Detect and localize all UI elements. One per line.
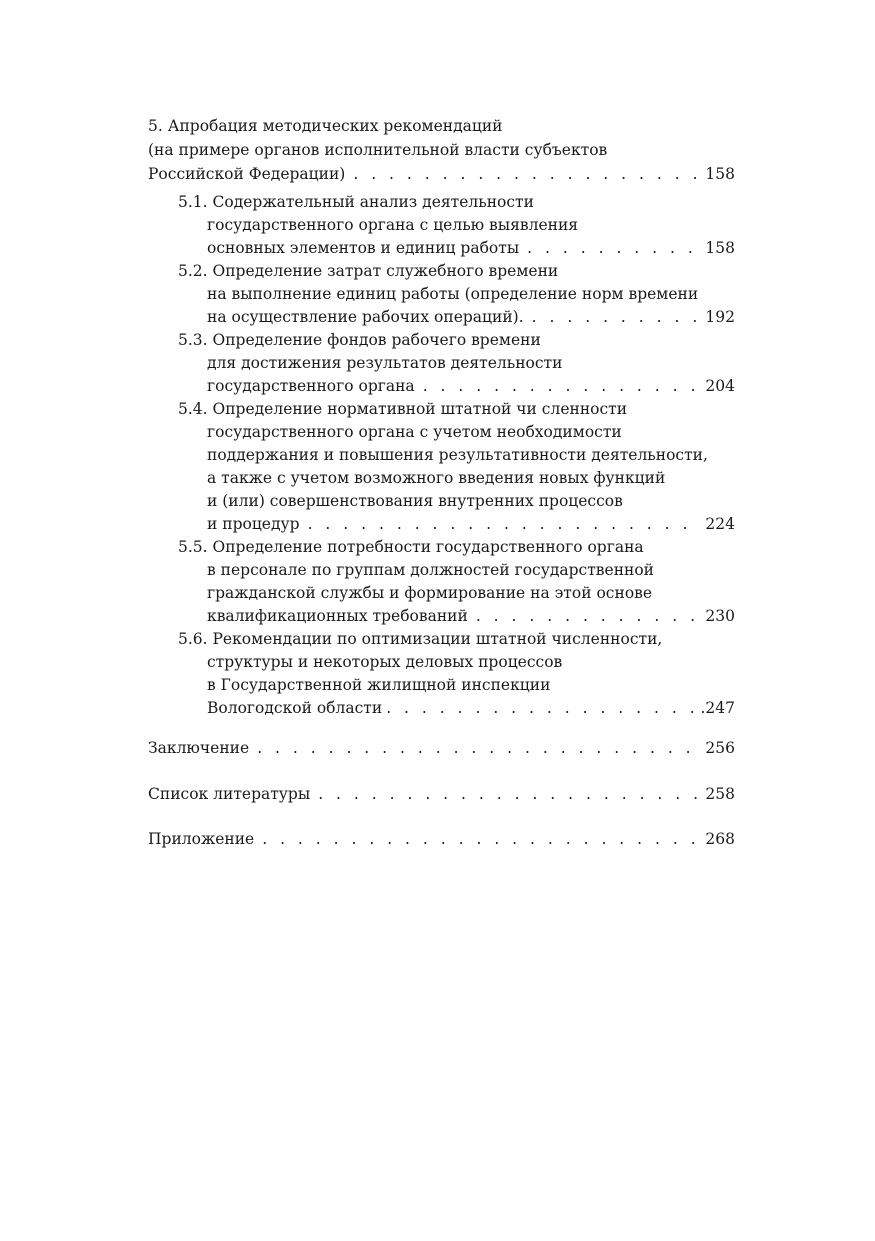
page-number: 204 (705, 377, 735, 395)
section-5-4-line-5: и (или) совершенствования внутренних процессов (207, 492, 623, 510)
toc-entry-5-4[interactable] (207, 513, 735, 535)
section-5-6-line-1: 5.6. Рекомендации по оптимизации штатной численности, (178, 630, 663, 648)
toc-entry-5-3[interactable] (207, 375, 735, 397)
leader-dots (353, 163, 699, 185)
page-number: 230 (705, 607, 735, 625)
toc-entry-conclusion[interactable] (148, 737, 735, 759)
leader-dots (527, 237, 699, 259)
page-number: 158 (705, 239, 735, 257)
section-5-4-line-6: и процедур (207, 515, 300, 533)
section-5-3-line-3: государственного органа (207, 377, 415, 395)
section-5-4-line-2: государственного органа с учетом необходимости (207, 423, 622, 441)
section-5-5-line-3: гражданской службы и формирование на этой основе (207, 584, 653, 602)
page-number: 256 (705, 739, 735, 757)
references-label: Список литературы (148, 785, 311, 803)
section-5-1-line-2: государственного органа с целью выявления (207, 216, 579, 234)
section-5-2-line-3: на осуществление рабочих операций). (207, 308, 524, 326)
page-number: 258 (705, 785, 735, 803)
appendix-label: Приложение (148, 830, 255, 848)
section-5-4-line-3: поддержания и повышения результативности деятельности, (207, 446, 708, 464)
section-5-5-line-4: квалификационных требований (207, 607, 468, 625)
section-5-5-line-1: 5.5. Определение потребности государственного органа (178, 538, 644, 556)
section-5-6-line-2: структуры и некоторых деловых процессов (207, 653, 563, 671)
toc-entry-appendix[interactable] (148, 828, 735, 850)
toc-entry-chapter-5[interactable] (148, 163, 735, 185)
chapter-5-title-line-3: Российской Федерации) (148, 165, 346, 183)
section-5-2-line-1: 5.2. Определение затрат служебного времени (178, 262, 559, 280)
leader-dots (476, 605, 700, 627)
section-5-3-line-1: 5.3. Определение фондов рабочего времени (178, 331, 541, 349)
toc-entry-5-6[interactable] (207, 697, 735, 719)
conclusion-label: Заключение (148, 739, 250, 757)
toc-entry-5-5[interactable] (207, 605, 735, 627)
leader-dots (318, 783, 699, 805)
page-number: .247 (700, 699, 735, 717)
section-5-3-line-2: для достижения результатов деятельности (207, 354, 563, 372)
page-number: 268 (705, 830, 735, 848)
section-5-6-line-3: в Государственной жилищной инспекции (207, 676, 551, 694)
page-number: 192 (705, 308, 735, 326)
chapter-5-title-line-2: (на примере органов исполнительной власти субъектов (148, 141, 608, 159)
chapter-5-title-line-1: 5. Апробация методических рекомендаций (148, 117, 503, 135)
toc-entry-references[interactable] (148, 783, 735, 805)
section-5-1-line-3: основных элементов и единиц работы (207, 239, 520, 257)
section-5-4-line-4: а также с учетом возможного введения новых функций (207, 469, 666, 487)
section-5-5-line-2: в персонале по группам должностей государственной (207, 561, 655, 579)
leader-dots (308, 513, 700, 535)
leader-dots (257, 737, 699, 759)
section-5-2-line-2: на выполнение единиц работы (определение норм времени (207, 285, 699, 303)
page-number: 158 (705, 165, 735, 183)
leader-dots (532, 306, 700, 328)
page-number: 224 (705, 515, 735, 533)
toc-entry-5-2[interactable] (207, 306, 735, 328)
section-5-1-line-1: 5.1. Содержательный анализ деятельности (178, 193, 534, 211)
section-5-6-line-4: Вологодской области (207, 699, 383, 717)
section-5-4-line-1: 5.4. Определение нормативной штатной чи сленности (178, 400, 628, 418)
leader-dots (423, 375, 700, 397)
toc-entry-5-1[interactable] (207, 237, 735, 259)
leader-dots (262, 828, 699, 850)
leader-dots (386, 697, 698, 719)
